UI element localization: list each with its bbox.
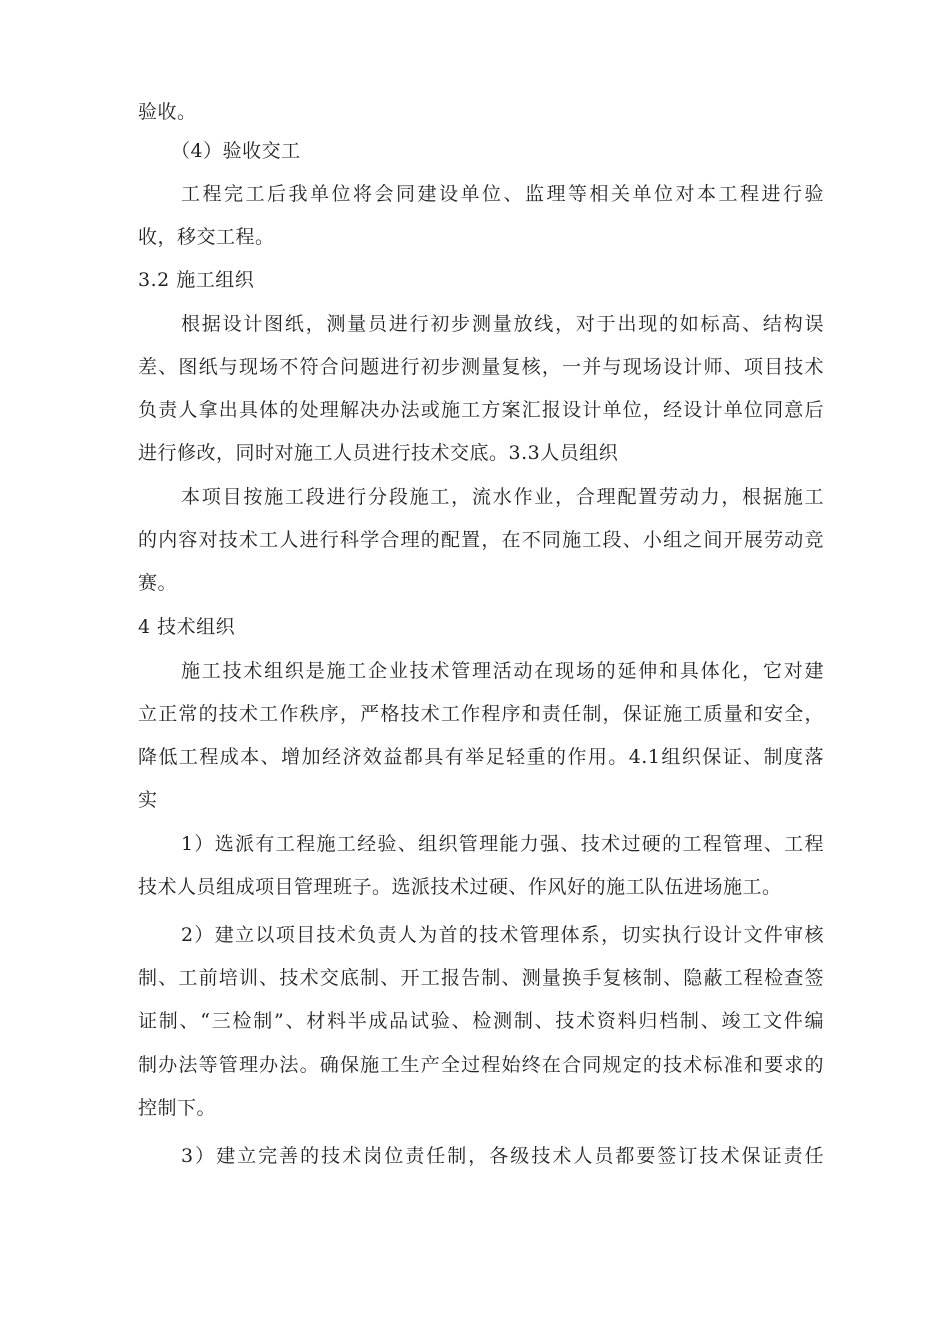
text-line: 制、工前培训、技术交底制、开工报告制、测量换手复核制、隐蔽工程检查签 xyxy=(138,967,824,989)
text-line: 的内容对技术工人进行科学合理的配置，在不同施工段、小组之间开展劳动竞 xyxy=(138,529,824,551)
subheading-acceptance: （4）验收交工 xyxy=(171,140,301,162)
text-line: 2）建立以项目技术负责人为首的技术管理体系，切实执行设计文件审核 xyxy=(181,924,824,946)
text-line: 工程完工后我单位将会同建设单位、监理等相关单位对本工程进行验 xyxy=(181,183,824,205)
text-line: 施工技术组织是施工企业技术管理活动在现场的延伸和具体化，它对建 xyxy=(181,660,824,682)
section-heading-4: 4 技术组织 xyxy=(138,616,236,638)
text-line: 控制下。 xyxy=(138,1097,217,1119)
text-line: 3）建立完善的技术岗位责任制，各级技术人员都要签订技术保证责任 xyxy=(181,1145,824,1167)
text-line: 赛。 xyxy=(138,572,178,594)
text-line: 验收。 xyxy=(138,101,197,123)
text-line: 负责人拿出具体的处理解决办法或施工方案汇报设计单位，经设计单位同意后 xyxy=(138,399,824,421)
text-line: 立正常的技术工作秩序，严格技术工作程序和责任制，保证施工质量和安全， xyxy=(138,703,824,725)
text-line: 差、图纸与现场不符合问题进行初步测量复核，一并与现场设计师、项目技术 xyxy=(138,356,824,378)
text-line: 进行修改，同时对施工人员进行技术交底。3.3人员组织 xyxy=(138,442,619,464)
text-line: 证制、“三检制”、材料半成品试验、检测制、技术资料归档制、竣工文件编 xyxy=(138,1010,824,1032)
text-line: 1）选派有工程施工经验、组织管理能力强、技术过硬的工程管理、工程 xyxy=(181,833,824,855)
text-line: 收，移交工程。 xyxy=(138,226,275,248)
text-line: 降低工程成本、增加经济效益都具有举足轻重的作用。4.1组织保证、制度落 xyxy=(138,746,824,768)
text-line: 实 xyxy=(138,789,158,811)
text-line: 根据设计图纸，测量员进行初步测量放线，对于出现的如标高、结构误 xyxy=(181,313,824,335)
text-line: 本项目按施工段进行分段施工，流水作业，合理配置劳动力，根据施工 xyxy=(181,486,824,508)
section-heading-3-2: 3.2 施工组织 xyxy=(138,269,255,291)
text-line: 技术人员组成项目管理班子。选派技术过硬、作风好的施工队伍进场施工。 xyxy=(138,876,782,898)
text-line: 制办法等管理办法。确保施工生产全过程始终在合同规定的技术标准和要求的 xyxy=(138,1054,824,1076)
